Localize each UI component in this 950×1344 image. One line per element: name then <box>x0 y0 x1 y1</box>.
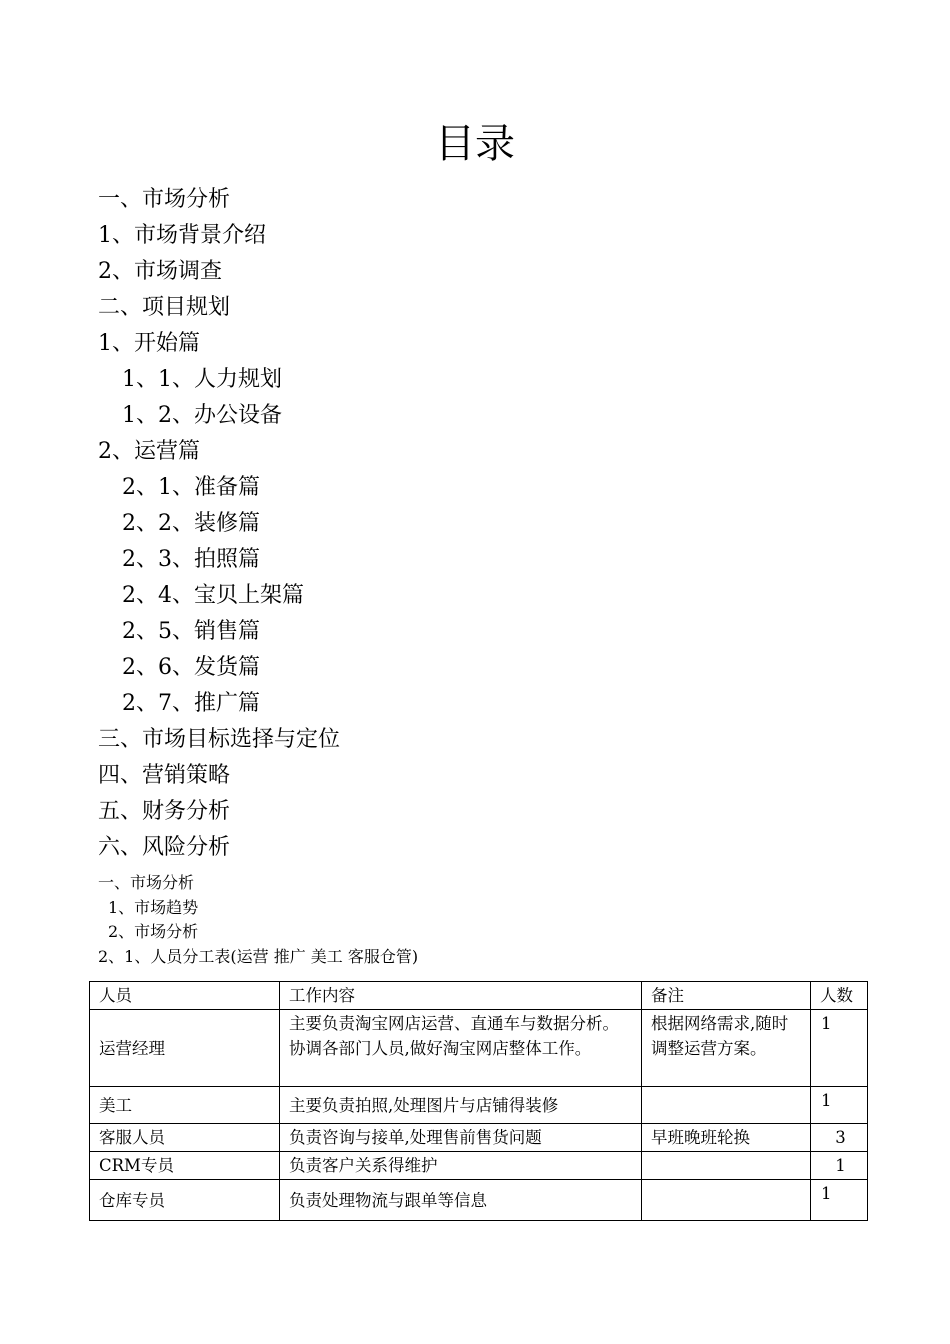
table-row <box>90 1180 868 1221</box>
duty-cell: 负责处理物流与跟单等信息 <box>280 1180 642 1221</box>
toc-item: 2、市场调查 <box>98 259 222 284</box>
section-heading: 一、市场分析 <box>98 873 195 892</box>
column-header: 备注 <box>642 982 811 1010</box>
toc-item: 二、项目规划 <box>98 295 231 320</box>
note-cell <box>642 1152 811 1180</box>
toc-item: 1、开始篇 <box>98 331 200 356</box>
role-cell: 美工 <box>90 1087 280 1124</box>
table-header-row <box>90 982 868 1010</box>
toc-item: 四、营销策略 <box>98 763 231 788</box>
column-header: 人员 <box>90 982 280 1010</box>
toc-item: 三、市场目标选择与定位 <box>98 727 341 752</box>
body-section <box>98 871 858 969</box>
count-cell: 1 <box>811 1010 868 1087</box>
table-row <box>90 1152 868 1180</box>
document-title: 目录 <box>435 121 515 167</box>
subsection-heading: 1、市场趋势 <box>108 897 199 917</box>
count-cell: 1 <box>811 1152 868 1180</box>
role-cell: CRM专员 <box>90 1152 280 1180</box>
subsection-heading: 2、市场分析 <box>108 922 199 941</box>
count-cell: 3 <box>811 1124 868 1152</box>
toc-item: 2、运营篇 <box>98 439 200 464</box>
toc-item: 2、2、装修篇 <box>122 511 260 536</box>
toc-item: 一、市场分析 <box>98 187 231 212</box>
note-cell: 早班晚班轮换 <box>642 1124 811 1152</box>
toc-item: 2、6、发货篇 <box>122 655 260 680</box>
note-cell: 根据网络需求,随时调整运营方案。 <box>642 1010 811 1087</box>
duty-cell: 负责客户关系得维护 <box>280 1152 642 1180</box>
staff-allocation-table <box>89 981 868 1221</box>
column-header: 人数 <box>811 982 868 1010</box>
role-cell: 仓库专员 <box>90 1180 280 1221</box>
table-row <box>90 1010 868 1087</box>
toc-item: 六、风险分析 <box>98 835 231 860</box>
duty-cell: 主要负责拍照,处理图片与店铺得装修 <box>280 1087 642 1124</box>
column-header: 工作内容 <box>280 982 642 1010</box>
table-row <box>90 1124 868 1152</box>
toc-item: 1、2、办公设备 <box>122 403 282 428</box>
toc-item: 2、1、准备篇 <box>122 475 260 500</box>
note-cell <box>642 1180 811 1221</box>
toc-item: 2、3、拍照篇 <box>122 547 260 572</box>
count-cell: 1 <box>811 1087 868 1124</box>
toc-item: 2、7、推广篇 <box>122 691 260 716</box>
table-row <box>90 1087 868 1124</box>
duty-cell: 负责咨询与接单,处理售前售货问题 <box>280 1124 642 1152</box>
toc-item: 1、1、人力规划 <box>122 367 282 392</box>
table-caption: 2、1、人员分工表(运营 推广 美工 客服仓管) <box>98 946 419 966</box>
note-cell <box>642 1087 811 1124</box>
count-cell: 1 <box>811 1180 868 1221</box>
table-of-contents <box>98 182 858 866</box>
toc-item: 2、4、宝贝上架篇 <box>122 583 304 608</box>
duty-cell: 主要负责淘宝网店运营、直通车与数据分析。协调各部门人员,做好淘宝网店整体工作。 <box>280 1010 642 1087</box>
toc-item: 2、5、销售篇 <box>122 619 260 644</box>
role-cell: 客服人员 <box>90 1124 280 1152</box>
toc-item: 1、市场背景介绍 <box>98 223 266 248</box>
toc-item: 五、财务分析 <box>98 799 231 824</box>
role-cell: 运营经理 <box>90 1010 280 1087</box>
